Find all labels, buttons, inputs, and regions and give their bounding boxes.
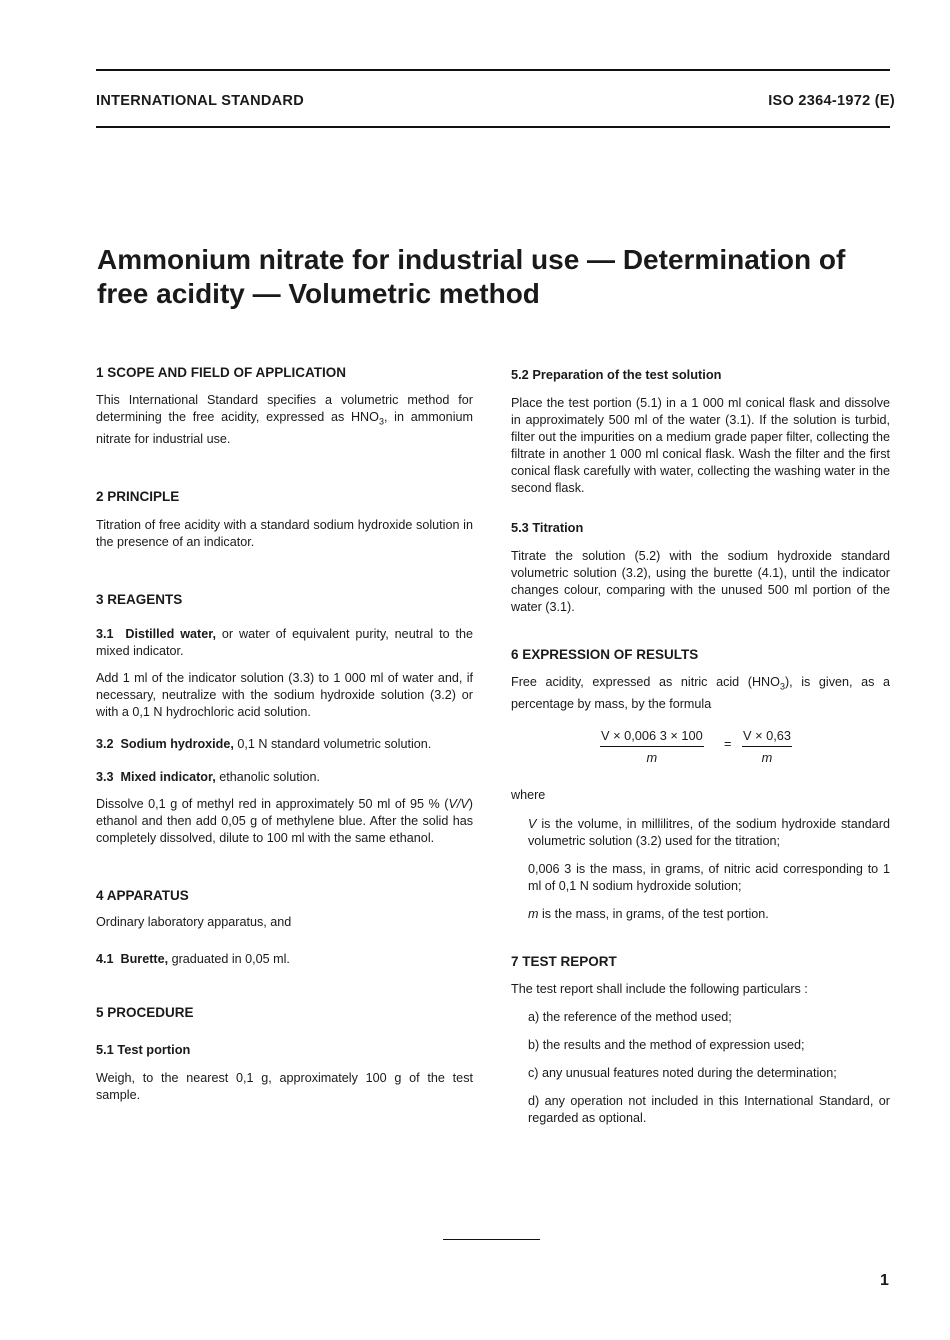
where-label: where [511,787,546,802]
title-line-1: Ammonium nitrate for industrial use — Determination of [97,244,846,275]
subsection-5-2-heading: 5.2 Preparation of the test solution [511,367,722,382]
section-6-heading: 6 EXPRESSION OF RESULTS [511,647,699,662]
header-right: ISO 2364-1972 (E) [768,93,895,109]
section-7-intro: The test report shall include the following particulars : [511,981,808,996]
document-title [97,243,897,311]
definition-v: V is the volume, in millilitres, of the sodium hydroxide standard volumetric solution (3.2) used for the titration; [528,816,890,848]
formula-left-numerator: V × 0,006 3 × 100 [600,727,704,747]
formula-equals: = [724,735,732,751]
report-item-d: d) any operation not included in this International Standard, or regarded as optional. [528,1093,890,1125]
report-item-a: a) the reference of the method used; [528,1009,732,1024]
reagent-3-2: 3.2 Sodium hydroxide, 0,1 N standard volumetric solution. [96,736,432,751]
formula-right-denominator: m [761,749,773,765]
report-item-b: b) the results and the method of expression used; [528,1037,805,1052]
definition-constant: 0,006 3 is the mass, in grams, of nitric acid corresponding to 1 ml of 0,1 N sodium hydroxide solution; [528,861,890,893]
section-4-heading: 4 APPARATUS [96,887,189,903]
section-1-text: This International Standard specifies a volumetric method for determining the free acidity, expressed as $HNO_3$, in ammonium nitrate for industrial use. [96,393,473,446]
section-7-heading: 7 TEST REPORT [511,953,617,969]
page-number: 1 [880,1272,889,1289]
section-1-heading: 1 SCOPE AND FIELD OF APPLICATION [96,365,347,380]
subsection-5-1-text: Weigh, to the nearest 0,1 g, approximately 100 g of the test sample. [96,1070,473,1102]
definition-m: m is the mass, in grams, of the test portion. [528,906,769,921]
section-3-heading: 3 REAGENTS [96,591,183,607]
formula-left-denominator: m [646,749,658,765]
subsection-5-1-heading: 5.1 Test portion [96,1041,191,1057]
section-4-text: Ordinary laboratory apparatus, and [96,914,292,929]
reagent-3-3: 3.3 Mixed indicator, ethanolic solution. [96,769,321,784]
subsection-5-2-text: Place the test portion (5.1) in a 1 000 ml conical flask and dissolve in approximately 500 ml of the water (3.1). If the solution is turbid, filter out the impurities on a medium grade paper filter, collecting the filtrate in another 1 000 ml conical flask. Wash the filter and the first conical flask carefully with water, collecting the washing water in the second flask. [511,396,890,495]
section-6-text: Free acidity, expressed as nitric acid $(HNO_3)$, is given, as a percentage by mass, by the formula [511,675,890,711]
footer-rule [443,1239,540,1240]
header-bottom-rule [96,126,890,128]
right-column [511,366,890,1127]
apparatus-4-1: 4.1 Burette, graduated in 0,05 ml. [96,951,290,966]
header-top-rule [96,69,890,71]
formula-right-numerator: V × 0,63 [742,727,792,747]
formula [511,727,890,779]
formula-fraction-left [600,727,704,766]
title-line-2: free acidity — Volumetric method [97,278,540,309]
reagent-3-1-para: Add 1 ml of the indicator solution (3.3) to 1 000 ml of water and, if necessary, neutralize with the sodium hydroxide solution (3.2) or with a 0,1 N hydrochloric acid solution. [96,670,473,719]
section-2-text: Titration of free acidity with a standard sodium hydroxide solution in the presence of an indicator. [96,517,473,549]
subsection-5-3-heading: 5.3 Titration [511,520,584,535]
section-5-heading: 5 PROCEDURE [96,1004,194,1020]
subsection-5-3-text: Titrate the solution (5.2) with the sodium hydroxide standard volumetric solution (3.2), using the burette (4.1), until the indicator changes colour, comparing with the unused 500 ml portion of the water (3.1). [511,549,890,614]
reagent-3-3-para: Dissolve 0,1 g of methyl red in approximately 50 ml of 95 % (V/V) ethanol and then add 0,05 g of methylene blue. After the solid has completely dissolved, dilute to 100 ml with the same ethanol. [96,796,473,845]
formula-fraction-right [742,727,792,766]
left-column [96,364,473,1104]
report-item-c: c) any unusual features noted during the determination; [528,1065,837,1080]
header-left: INTERNATIONAL STANDARD [96,93,304,109]
reagent-3-1: 3.1 Distilled water, or water of equivalent purity, neutral to the mixed indicator. [96,626,474,658]
section-2-heading: 2 PRINCIPLE [96,488,180,504]
